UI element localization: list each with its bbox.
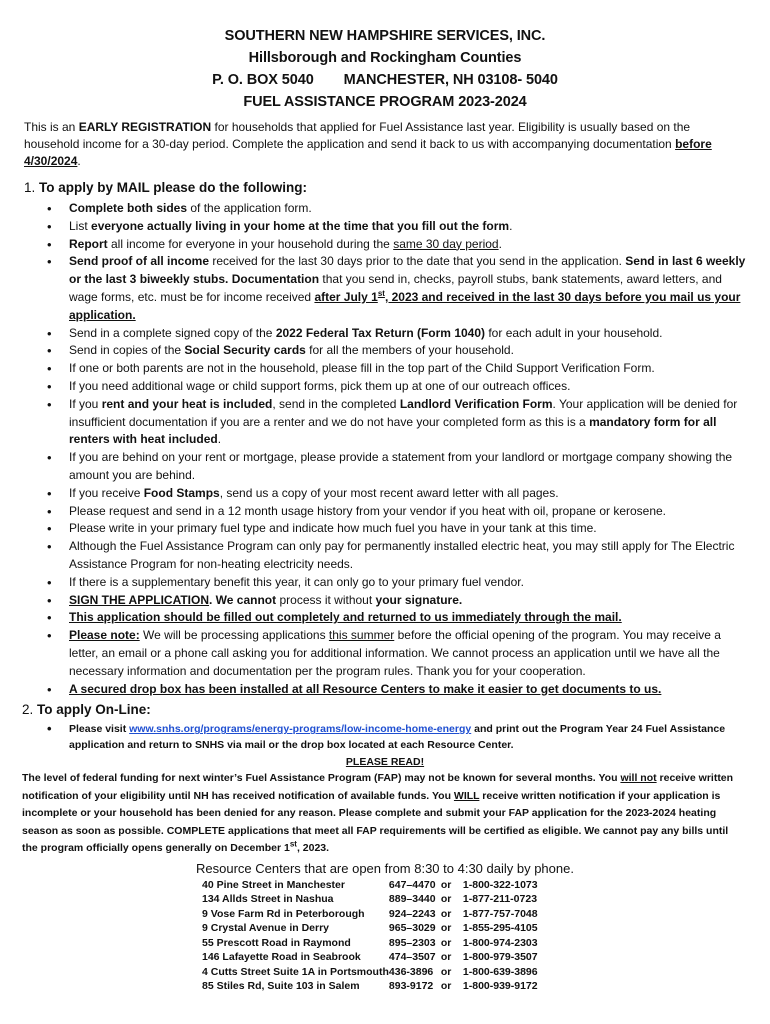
center-address: 55 Prescott Road in Raymond [202, 936, 351, 949]
list-item: • If one or both parents are not in the household, please fill in the top part of the Child Support Verification Form. [24, 360, 746, 378]
toll-free-phone: 1-877-757-7048 [462, 907, 538, 920]
local-phone: 474–3507 [388, 951, 436, 964]
toll-free-phone: 1-855-295-4105 [462, 922, 538, 935]
section-2-heading: 2. To apply On-Line: [22, 702, 151, 718]
local-phone: 965–3029 [388, 922, 436, 935]
list-item: • If you need additional wage or child support forms, pick them up at one of our outreach offices. [24, 378, 746, 396]
toll-free-phone: 1-800-974-2303 [462, 936, 538, 949]
funding-notice: The level of federal funding for next winter’s Fuel Assistance Program (FAP) may not be known for several months. You will not receive written notification of your eligibility until NH has received notification of available funds. You WILL receive written notification if your application is incomplete or your household has been denied for any reason. Please complete and submit your FAP application for the 2023-2024 heating season as soon as possible. COMPLETE applications that meet all FAP requirements will be certified as eligible. We cannot pay any bills until the program officially opens generally on December 1st, 2023. [22, 772, 734, 855]
intro-paragraph: This is an EARLY REGISTRATION for households that applied for Fuel Assistance last year. Eligibility is usually based on the household income for a 30-day period. Complete the application and send it back to us with accompanying documentation before 4/30/2024. [24, 120, 712, 168]
toll-free-phone: 1-800-939-9172 [462, 980, 538, 993]
center-address: 85 Stiles Rd, Suite 103 in Salem [202, 980, 360, 993]
center-address: 134 Allds Street in Nashua [202, 893, 334, 906]
toll-free-phone: 1-800-322-1073 [462, 878, 538, 891]
list-item: • Send in a complete signed copy of the 2022 Federal Tax Return (Form 1040) for each adult in your household. [24, 325, 746, 343]
local-phone: 647–4470 [388, 878, 436, 891]
or-separator: or [440, 922, 452, 935]
counties-line: Hillsborough and Rockingham Counties [248, 50, 522, 66]
list-item: • List everyone actually living in your home at the time that you fill out the form. [24, 218, 746, 236]
online-instructions-list [24, 721, 746, 753]
or-separator: or [440, 893, 452, 906]
toll-free-phone: 1-877-211-0723 [462, 893, 538, 906]
toll-free-phone: 1-800-639-3896 [462, 965, 538, 978]
center-address: 4 Cutts Street Suite 1A in Portsmouth [202, 965, 389, 978]
list-item: • If there is a supplementary benefit this year, it can only go to your primary fuel vendor. [24, 574, 746, 592]
po-box: P. O. BOX 5040 [212, 72, 314, 88]
local-phone: 893-9172 [388, 980, 434, 993]
list-item: • If you receive Food Stamps, send us a copy of your most recent award letter with all pages. [24, 485, 746, 503]
city-zip: MANCHESTER, NH 03108- 5040 [343, 72, 558, 88]
list-item: • SIGN THE APPLICATION. We cannot process it without your signature. [24, 592, 746, 610]
list-item: • Send in copies of the Social Security cards for all the members of your household. [24, 342, 746, 360]
or-separator: or [440, 965, 452, 978]
table-row [202, 907, 538, 922]
list-item: • If you rent and your heat is included, send in the completed Landlord Verification Form. Your application will be denied for insufficient documentation if you are a renter and we do not have your completed form as this is a mandatory form for all renters with heat included. [24, 396, 746, 449]
or-separator: or [440, 951, 452, 964]
table-row [202, 950, 538, 965]
table-row [202, 921, 538, 936]
local-phone: 889–3440 [388, 893, 436, 906]
table-row [202, 892, 538, 907]
list-item: • Please write in your primary fuel type and indicate how much fuel you have in your tank at this time. [24, 520, 746, 538]
or-separator: or [440, 878, 452, 891]
list-item: • Complete both sides of the application form. [24, 200, 746, 218]
address-line [24, 69, 746, 91]
center-address: 40 Pine Street in Manchester [202, 878, 345, 891]
table-row [202, 979, 538, 994]
center-address: 9 Vose Farm Rd in Peterborough [202, 907, 365, 920]
toll-free-phone: 1-800-979-3507 [462, 951, 538, 964]
list-item: • This application should be filled out completely and returned to us immediately through the mail. [24, 609, 746, 627]
list-item: • Report all income for everyone in your household during the same 30 day period. [24, 236, 746, 254]
list-item: • Please visit www.snhs.org/programs/energy-programs/low-income-home-energy and print out the Program Year 24 Fuel Assistance application and return to SNHS via mail or the drop box located at each Resource Center. [24, 721, 746, 753]
list-item: • Please note: We will be processing applications this summer before the official opening of the program. You may receive a letter, an email or a phone call asking you for additional information. We cannot process an application until we have all the necessary information and documentation per the program rules. Thank you for your cooperation. [24, 627, 746, 680]
center-address: 146 Lafayette Road in Seabrook [202, 951, 361, 964]
section-1-heading: 1. To apply by MAIL please do the following: [24, 180, 308, 195]
please-read-heading: PLEASE READ! [345, 756, 425, 769]
table-row [202, 878, 538, 893]
local-phone: 895–2303 [388, 936, 436, 949]
local-phone: 924–2243 [388, 907, 436, 920]
program-title: FUEL ASSISTANCE PROGRAM 2023-2024 [243, 94, 527, 110]
local-phone: 436-3896 [388, 965, 434, 978]
mail-instructions-list [24, 200, 746, 698]
list-item: • A secured drop box has been installed at all Resource Centers to make it easier to get documents to us. [24, 681, 746, 699]
snhs-website-link[interactable]: www.snhs.org/programs/energy-programs/low-income-home-energy [129, 723, 472, 736]
or-separator: or [440, 907, 452, 920]
list-item: • Please request and send in a 12 month usage history from your vendor if you heat with oil, propane or kerosene. [24, 503, 746, 521]
org-name: SOUTHERN NEW HAMPSHIRE SERVICES, INC. [224, 28, 546, 44]
deadline-date: before 4/30/2024 [24, 137, 712, 168]
or-separator: or [440, 936, 452, 949]
list-item: • If you are behind on your rent or mortgage, please provide a statement from your landlord or mortgage company showing the amount you are behind. [24, 449, 746, 485]
or-separator: or [440, 980, 452, 993]
center-address: 9 Crystal Avenue in Derry [202, 922, 330, 935]
resource-centers-table [202, 878, 538, 994]
table-row [202, 965, 538, 980]
resource-centers-title: Resource Centers that are open from 8:30 to 4:30 daily by phone. [196, 860, 574, 876]
letterhead [24, 25, 746, 113]
list-item: • Send proof of all income received for the last 30 days prior to the date that you send in the application. Send in last 6 weekly or the last 3 biweekly stubs. Documentation that you send in, checks, payroll stubs, bank statements, award letters, and wage forms, etc. must be for income received after July 1st, 2023 and received in the last 30 days before you mail us your application. [24, 253, 746, 324]
table-row [202, 936, 538, 951]
list-item: • Although the Fuel Assistance Program can only pay for permanently installed electric heat, you may still apply for The Electric Assistance Program for non-heating electricity needs. [24, 538, 746, 574]
